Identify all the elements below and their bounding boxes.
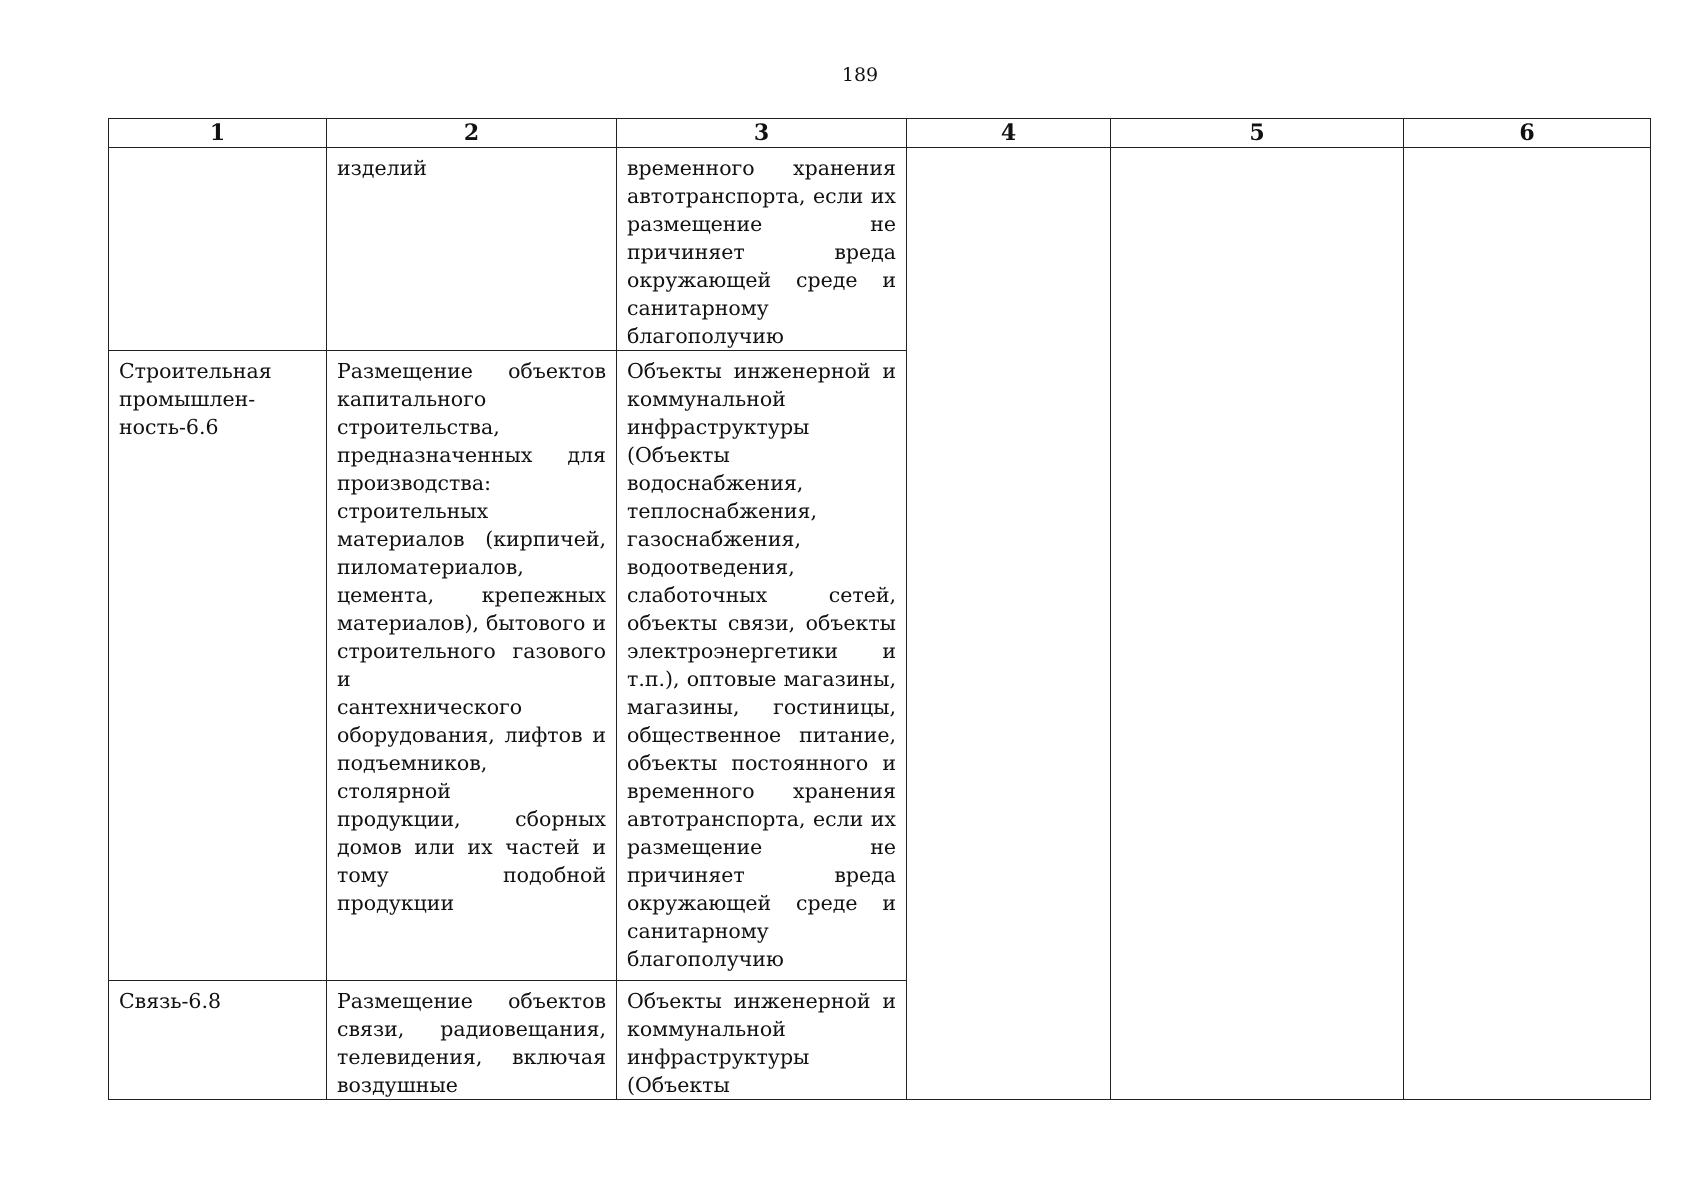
cell-text-line: причиняет вреда bbox=[627, 240, 896, 264]
cell-text-line: санитарному bbox=[627, 919, 769, 943]
column-header-1: 1 bbox=[109, 119, 327, 148]
cell-text-line: слаботочных сетей, bbox=[627, 583, 896, 607]
column-5-cell bbox=[1111, 148, 1404, 1100]
column-header-6: 6 bbox=[1404, 119, 1651, 148]
cell-text-line: домов или их частей и bbox=[337, 835, 606, 859]
column-4-cell bbox=[907, 148, 1111, 1100]
cell-text-line: автотранспорта, если их bbox=[627, 807, 896, 831]
cell-text-line: инфраструктуры bbox=[627, 1045, 810, 1069]
cell-text-line: газоснабжения, bbox=[627, 527, 801, 551]
column-6-cell bbox=[1404, 148, 1651, 1100]
cell-text-line: причиняет вреда bbox=[627, 863, 896, 887]
cell-text-line: Связь-6.8 bbox=[119, 989, 222, 1013]
cell-text-line: водоснабжения, bbox=[627, 471, 804, 495]
cell-text-line: объекты связи, объекты bbox=[627, 611, 896, 635]
cell-text-line: оборудования, лифтов и bbox=[337, 723, 606, 747]
cell-text-line: общественное питание, bbox=[627, 723, 896, 747]
land-use-table bbox=[108, 118, 1651, 1100]
cell-text-line: электроэнергетики и bbox=[627, 639, 896, 663]
column-header-5: 5 bbox=[1111, 119, 1404, 148]
cell-text-line: Размещение объектов bbox=[337, 989, 606, 1013]
cell-text-line: подъемников, столярной bbox=[337, 751, 488, 803]
header-row bbox=[109, 119, 1651, 148]
cell-text-line: продукции, сборных bbox=[337, 807, 606, 831]
page-number: 189 bbox=[841, 64, 879, 86]
cell-text-line: связи, радиовещания, bbox=[337, 1017, 606, 1041]
cell-text-line: воздушные bbox=[337, 1073, 458, 1097]
cell-text-line: строительных bbox=[337, 499, 489, 523]
cell-text-line: окружающей среде и bbox=[627, 268, 896, 292]
cell-text-line: благополучию bbox=[627, 947, 784, 971]
cell-text-line: строительства, bbox=[337, 415, 500, 439]
cell-text-line: размещение не bbox=[627, 212, 896, 236]
cell-text-line: продукции bbox=[337, 891, 455, 915]
cell-text-line: теплоснабжения, bbox=[627, 499, 817, 523]
cell-text-line: магазины, гостиницы, bbox=[627, 695, 896, 719]
cell-text-line: производства: bbox=[337, 471, 491, 495]
cell-text-line: предназначенных для bbox=[337, 443, 606, 467]
cell-text-line: благополучию bbox=[627, 324, 784, 348]
use-type-cell bbox=[109, 148, 327, 351]
use-type-cell bbox=[109, 351, 327, 981]
cell-text-line: временного хранения bbox=[627, 156, 896, 180]
cell-text-line: коммунальной bbox=[627, 387, 786, 411]
cell-text-line: (Объекты bbox=[627, 443, 730, 467]
cell-text-line: материалов), бытового и bbox=[337, 611, 606, 635]
column-header-3: 3 bbox=[617, 119, 907, 148]
cell-text-line: объекты постоянного и bbox=[627, 751, 896, 775]
cell-text-line: ность-6.6 bbox=[119, 415, 219, 439]
use-description-cell bbox=[327, 351, 617, 981]
cell-text-line: окружающей среде и bbox=[627, 891, 896, 915]
column-header-4: 4 bbox=[907, 119, 1111, 148]
cell-text-line: Объекты инженерной и bbox=[627, 359, 896, 383]
permitted-objects-cell bbox=[617, 148, 907, 351]
permitted-objects-cell bbox=[617, 981, 907, 1100]
cell-text-line: Объекты инженерной и bbox=[627, 989, 896, 1013]
cell-text-line: автотранспорта, если их bbox=[627, 184, 896, 208]
cell-text-line: размещение не bbox=[627, 835, 896, 859]
permitted-objects-cell bbox=[617, 351, 907, 981]
cell-text-line: (Объекты bbox=[627, 1073, 730, 1097]
cell-text-line: телевидения, включая bbox=[337, 1045, 606, 1069]
cell-text-line: коммунальной bbox=[627, 1017, 786, 1041]
cell-text-line: сантехнического bbox=[337, 695, 523, 719]
use-description-cell bbox=[327, 981, 617, 1100]
cell-text-line: пиломатериалов, bbox=[337, 555, 524, 579]
cell-text-line: временного хранения bbox=[627, 779, 896, 803]
cell-text-line: т.п.), оптовые магазины, bbox=[627, 667, 896, 691]
cell-text-line: инфраструктуры bbox=[627, 415, 810, 439]
cell-text-line: Строительная bbox=[119, 359, 272, 383]
cell-text-line: Размещение объектов bbox=[337, 359, 606, 383]
cell-text-line: тому подобной bbox=[337, 863, 606, 887]
cell-text-line: изделий bbox=[337, 156, 427, 180]
cell-text-line: материалов (кирпичей, bbox=[337, 527, 606, 551]
cell-text-line: промышлен- bbox=[119, 387, 256, 411]
cell-text-line: строительного газового и bbox=[337, 639, 606, 691]
cell-text-line: цемента, крепежных bbox=[337, 583, 606, 607]
use-description-cell bbox=[327, 148, 617, 351]
cell-text-line: водоотведения, bbox=[627, 555, 795, 579]
column-header-2: 2 bbox=[327, 119, 617, 148]
cell-text-line: санитарному bbox=[627, 296, 769, 320]
use-type-cell bbox=[109, 981, 327, 1100]
table-row bbox=[109, 148, 1651, 351]
cell-text-line: капитального bbox=[337, 387, 487, 411]
